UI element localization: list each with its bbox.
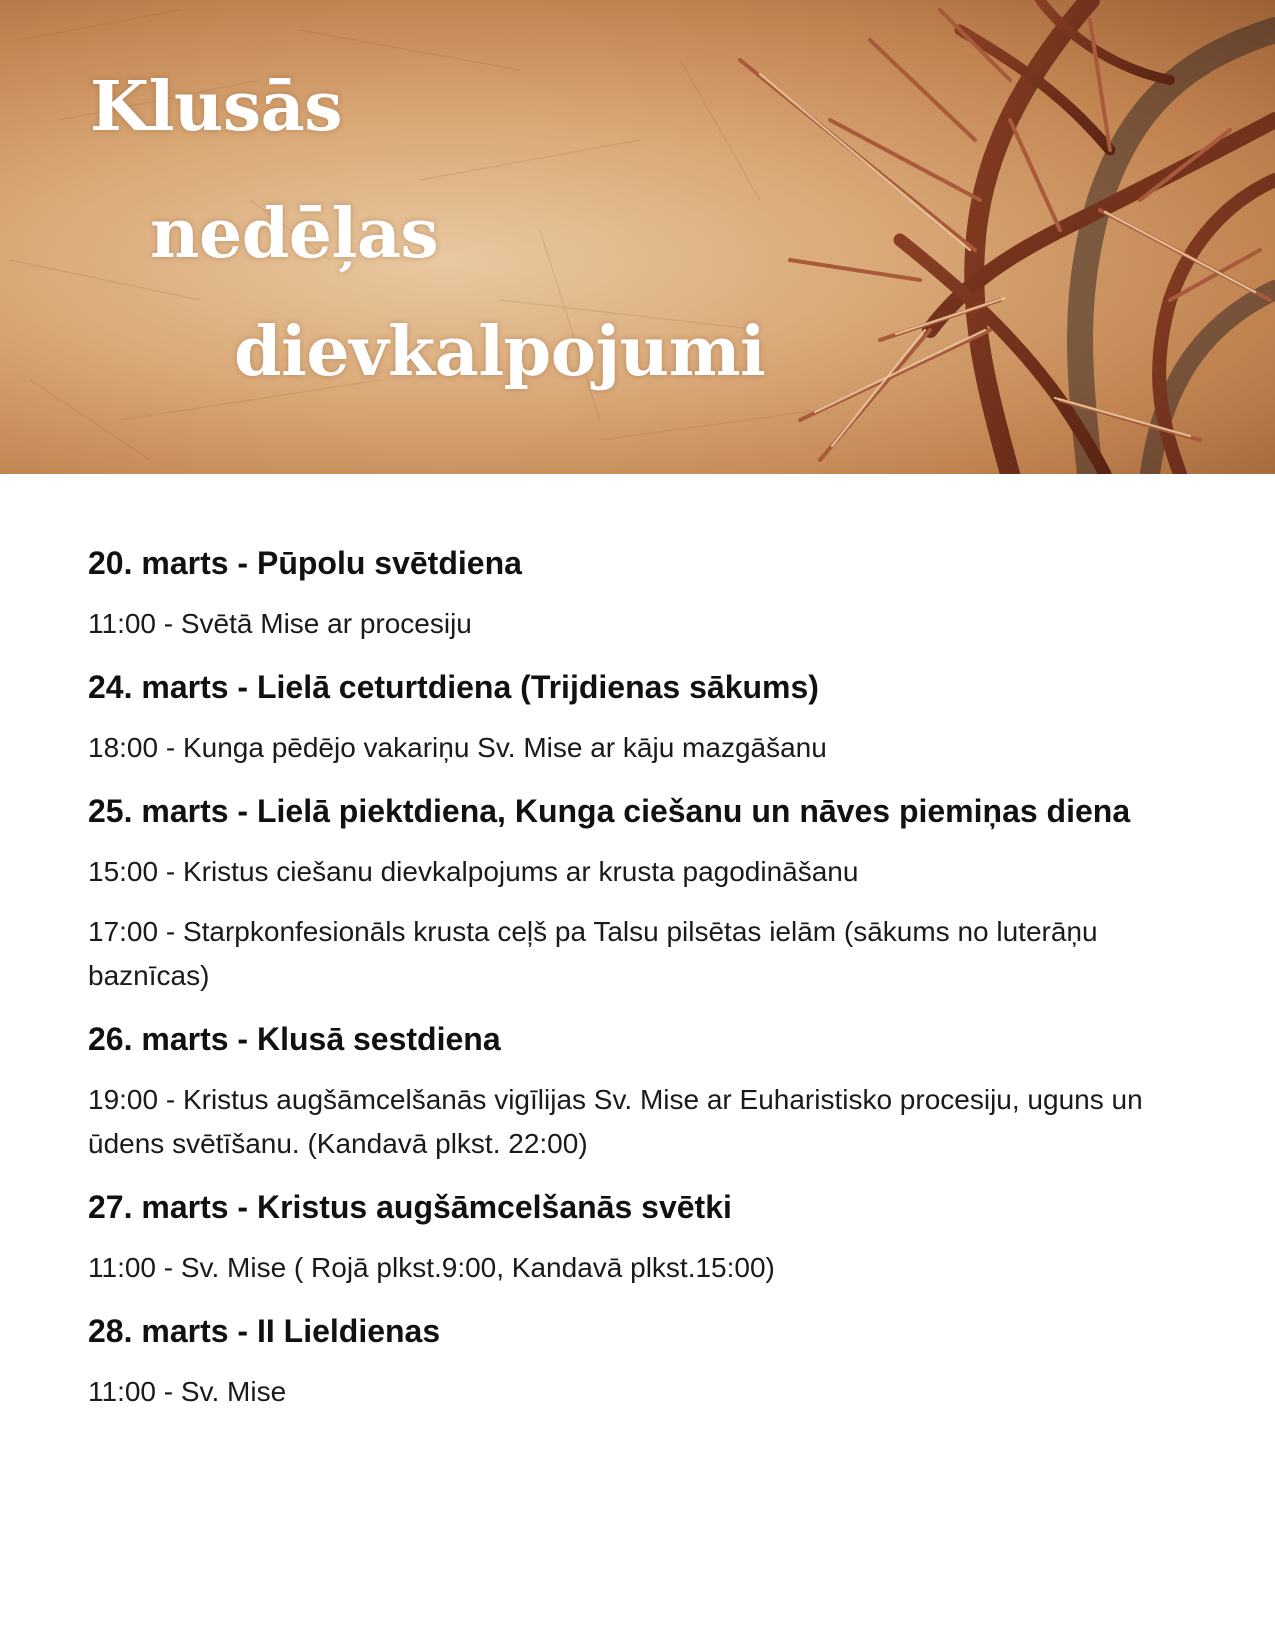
- service-item: 19:00 - Kristus augšāmcelšanās vigīlijas Sv. Mise ar Euharistisko procesiju, uguns un ūdens svētīšanu. (Kandavā plkst. 22:00): [88, 1084, 1143, 1159]
- service-schedule: [88, 538, 1198, 1430]
- service-item: 11:00 - Svētā Mise ar procesiju: [88, 608, 472, 639]
- schedule-day: [88, 1306, 1198, 1414]
- day-heading: 25. marts - Lielā piektdiena, Kunga ciešanu un nāves piemiņas diena: [88, 793, 1131, 829]
- service-item: 11:00 - Sv. Mise: [88, 1376, 287, 1407]
- day-heading: 28. marts - II Lieldienas: [88, 1313, 441, 1349]
- schedule-day: [88, 1014, 1198, 1166]
- schedule-day: [88, 786, 1198, 998]
- title-line-2: nedēļas: [150, 194, 439, 274]
- service-item: 15:00 - Kristus ciešanu dievkalpojums ar krusta pagodināšanu: [88, 856, 859, 887]
- day-heading: 20. marts - Pūpolu svētdiena: [88, 545, 522, 581]
- schedule-day: [88, 538, 1198, 646]
- service-item: 17:00 - Starpkonfesionāls krusta ceļš pa Talsu pilsētas ielām (sākums no luterāņu baznīcas): [88, 916, 1098, 991]
- header-banner: [0, 0, 1275, 474]
- schedule-day: [88, 1182, 1198, 1290]
- schedule-day: [88, 662, 1198, 770]
- title-line-1: Klusās: [90, 67, 342, 147]
- service-item: 11:00 - Sv. Mise ( Rojā plkst.9:00, Kandavā plkst.15:00): [88, 1252, 775, 1283]
- day-heading: 27. marts - Kristus augšāmcelšanās svētki: [88, 1189, 732, 1225]
- day-heading: 26. marts - Klusā sestdiena: [88, 1021, 501, 1057]
- title-line-3: dievkalpojumi: [234, 312, 766, 392]
- day-heading: 24. marts - Lielā ceturtdiena (Trijdienas sākums): [88, 669, 819, 705]
- service-item: 18:00 - Kunga pēdējo vakariņu Sv. Mise ar kāju mazgāšanu: [88, 732, 827, 763]
